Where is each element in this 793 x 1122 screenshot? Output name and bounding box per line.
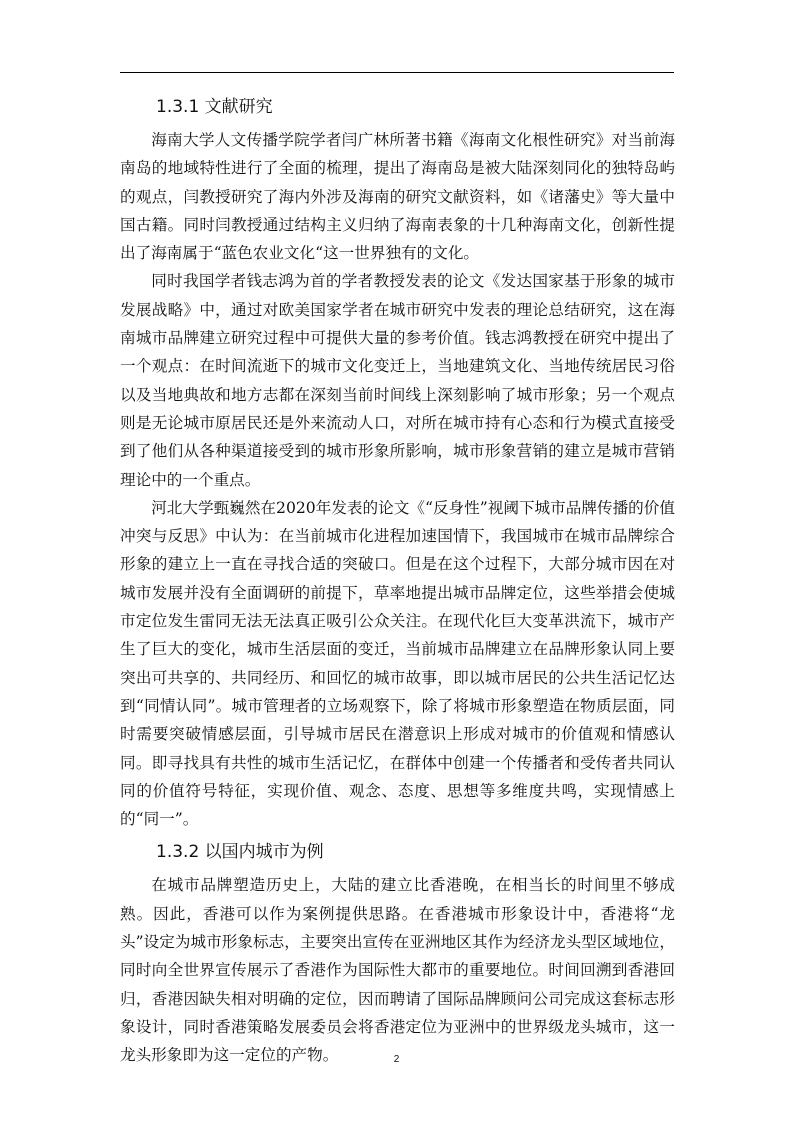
paragraph-hainan-culture: 海南大学人文传播学院学者闫广林所著书籍《海南文化根性研究》对当前海南岛的地域特性进行了全面的梳理，提出了海南岛是被大陆深刻同化的独特岛屿的观点，闫教授研究了海内外涉及海南的研究文献资料，如《诸藩史》等大量中国古籍。同时闫教授通过结构主义归纳了海南表象的十几种海南文化，创新性提出了海南属于“蓝色农业文化“这一世界独有的文化。 [120, 131, 675, 263]
section-heading-1-3-1: 1.3.1 文献研究 [156, 97, 273, 117]
paragraph-zhen-weiran: 河北大学甄巍然在2020年发表的论文《“反身性”视阈下城市品牌传播的价值冲突与反思》中认为：在当前城市化进程加速国情下，我国城市在城市品牌综合形象的建立上一直在寻找合适的突破口。但是在这个过程下，大部分城市因在对城市发展并没有全面调研的前提下，草率地提出城市品牌定位，这些举措会使城市定位发生雷同无法无法真正吸引公众关注。在现代化巨大变革洪流下，城市产生了巨大的变化，城市生活层面的变迁，当前城市品牌建立在品牌形象认同上要突出可共享的、共同经历、和回忆的城市故事，即以城市居民的公共生活记忆达到“同情认同”。城市管理者的立场观察下，除了将城市形象塑造在物质层面，同时需要突破情感层面，引导城市居民在潜意识上形成对城市的价值观和情感认同。即寻找具有共性的城市生活记忆，在群体中创建一个传播者和受传者共同认同的价值符号特征，实现价值、观念、态度、思想等多维度共鸣，实现情感上的“同一”。 [120, 498, 675, 829]
page-number: 2 [393, 1054, 400, 1065]
paragraph-qian-zhihong: 同时我国学者钱志鸿为首的学者教授发表的论文《发达国家基于形象的城市发展战略》中，通过对欧美国家学者在城市研究中发表的理论总结研究，这在海南城市品牌建立研究过程中可提供大量的参考价值。钱志鸿教授在研究中提出了一个观点：在时间流逝下的城市文化变迁上，当地建筑文化、当地传统居民习俗以及当地典故和地方志都在深刻当前时间线上深刻影响了城市形象；另一个观点则是无论城市原居民还是外来流动人口，对所在城市持有心态和行为模式直接受到了他们从各种渠道接受到的城市形象所影响，城市形象营销的建立是城市营销理论中的一个重点。 [120, 272, 675, 489]
page-body [120, 88, 675, 1070]
section-heading-1-3-2: 1.3.2 以国内城市为例 [156, 842, 324, 863]
paragraph-hong-kong: 在城市品牌塑造历史上，大陆的建立比香港晚，在相当长的时间里不够成熟。因此，香港可以作为案例提供思路。在香港城市形象设计中，香港将“龙头”设定为城市形象标志，主要突出宣传在亚洲地区其作为经济龙头型区域地位，同时向全世界宣传展示了香港作为国际性大都市的重要地位。时间回溯到香港回归，香港因缺失相对明确的定位，因而聘请了国际品牌顾问公司完成这套标志形象设计，同时香港策略发展委员会将香港定位为亚洲中的世界级龙头城市，这一龙头形象即为这一定位的产物。 [120, 876, 675, 1065]
header-rule [120, 72, 674, 73]
